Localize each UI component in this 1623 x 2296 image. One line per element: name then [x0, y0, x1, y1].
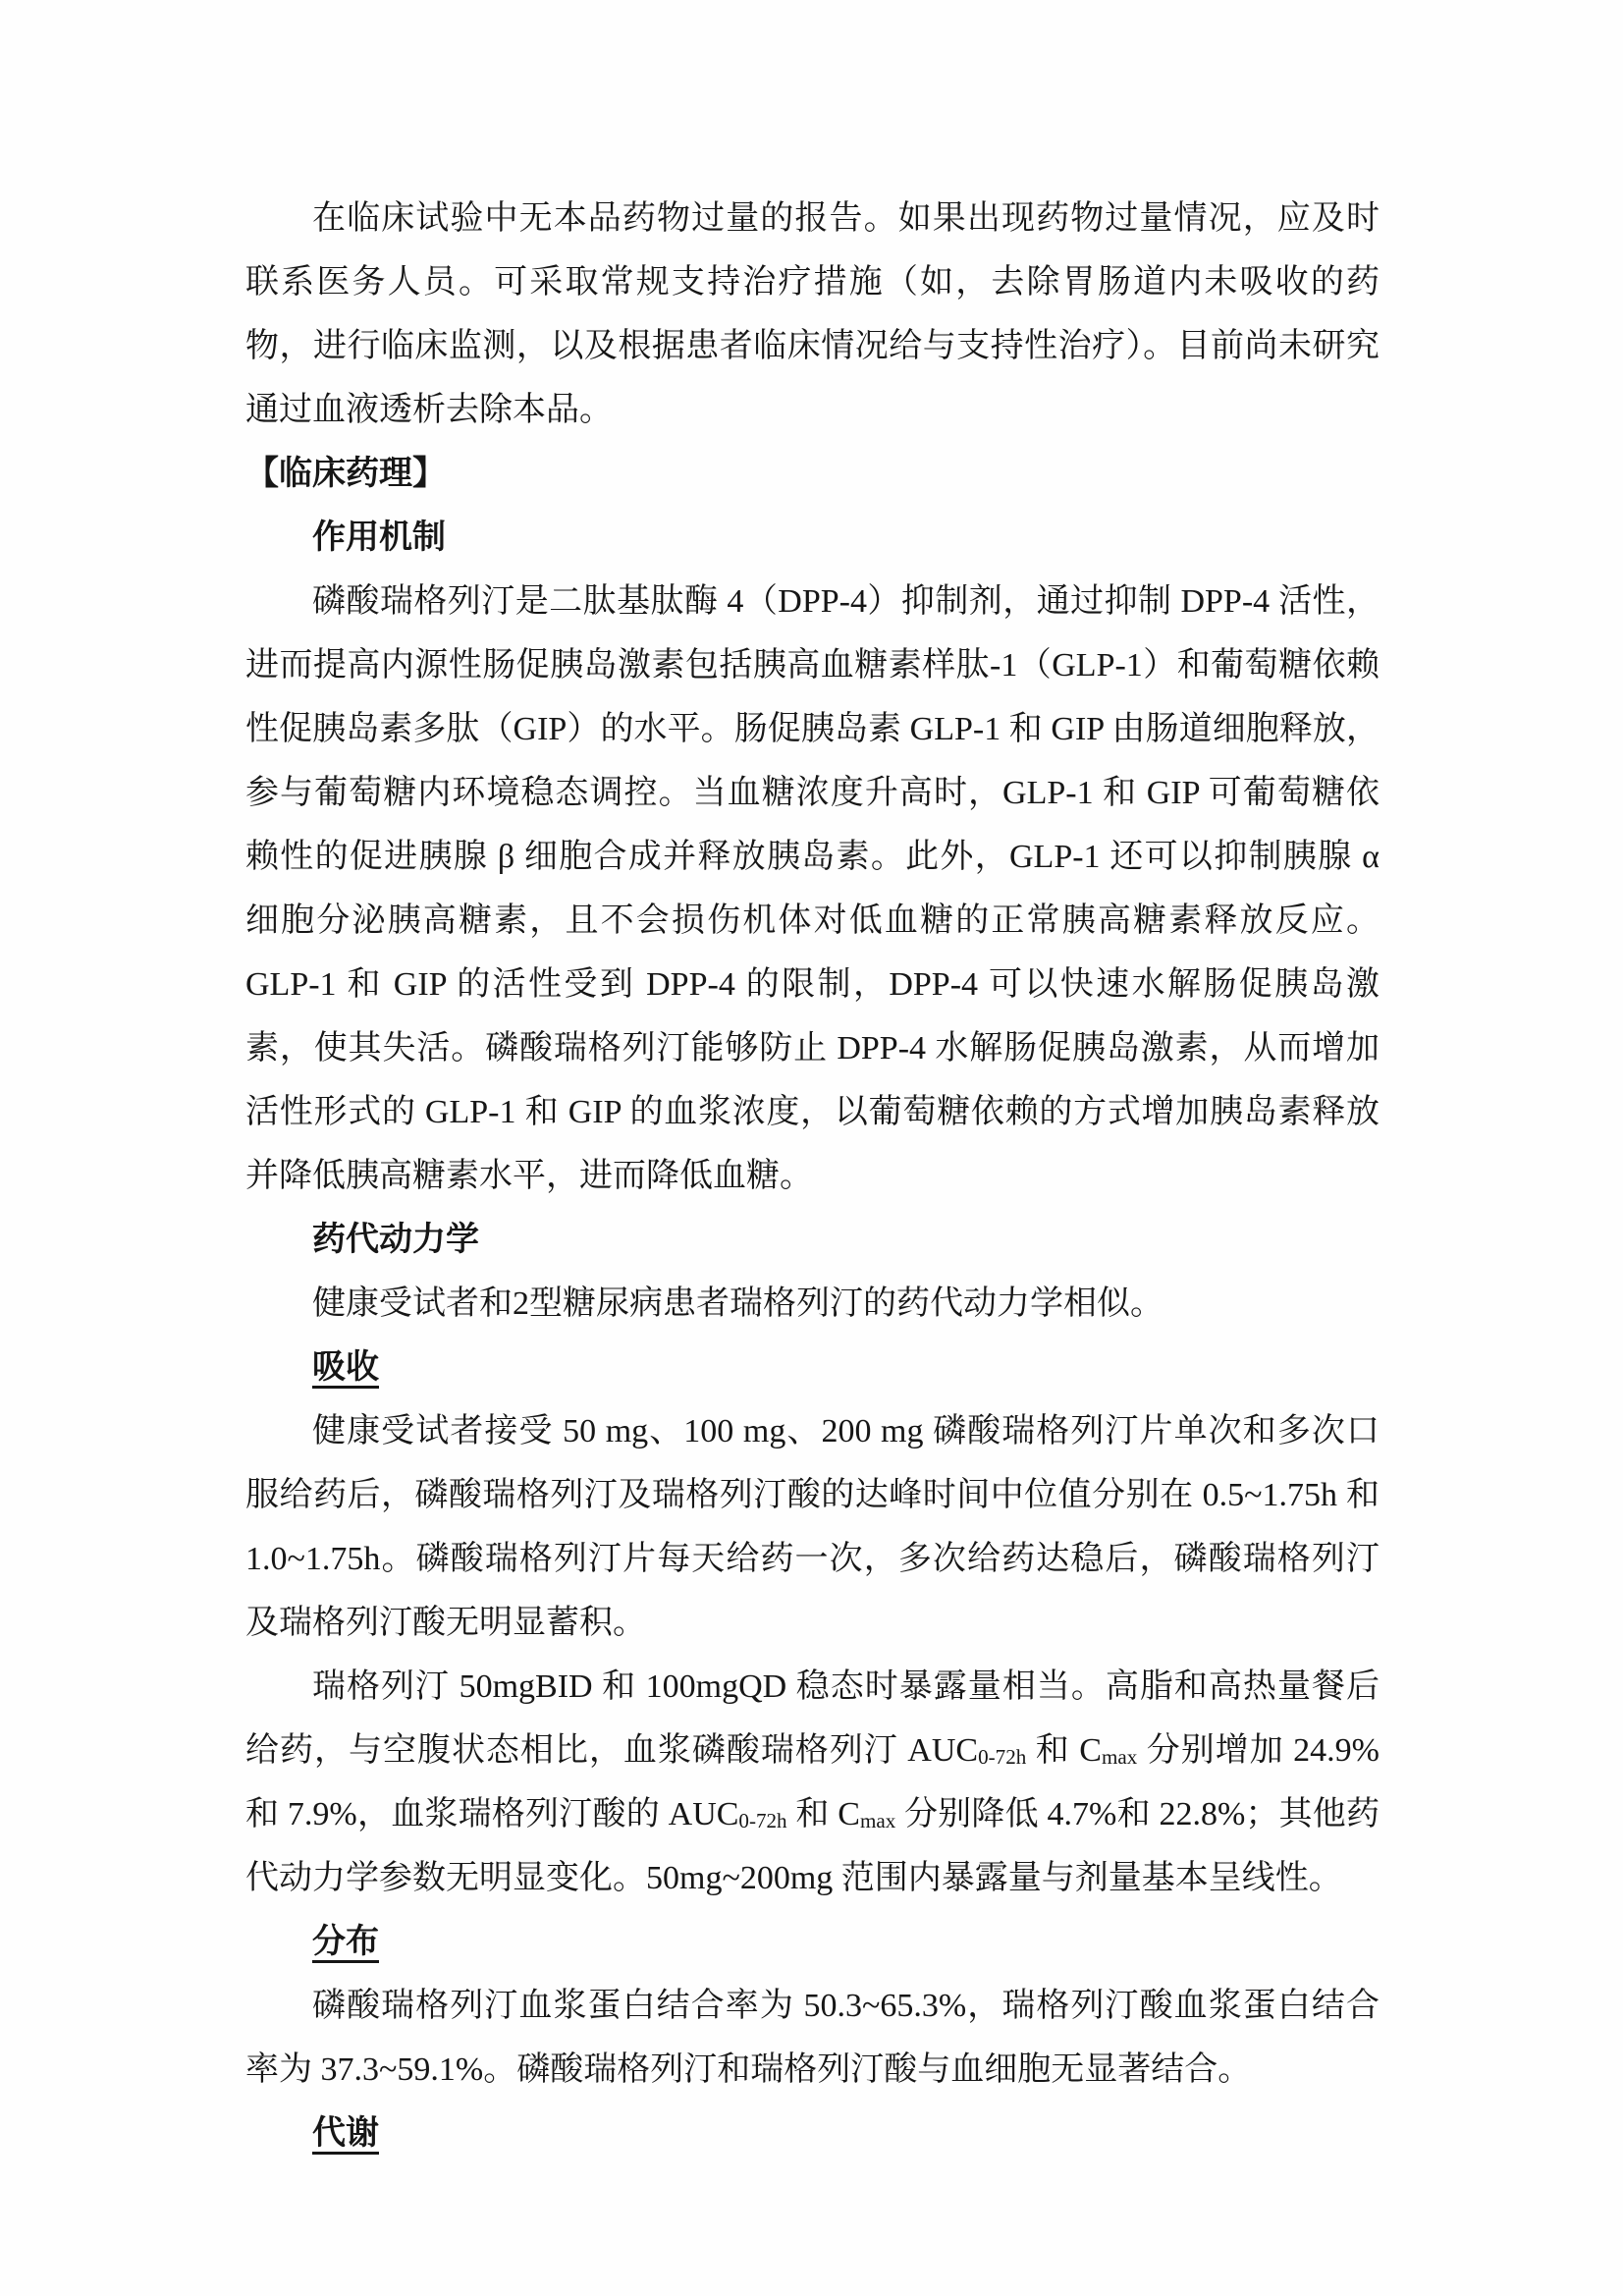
text-run: 分别降低 4.7%和 22.8%；其他药代动力学参数无明显变化。50mg~200mg 范围内暴露量与剂量基本呈线性。 — [245, 1796, 1380, 1896]
subscript-text: 0-72h — [978, 1745, 1027, 1770]
distribution-paragraph — [245, 1974, 1380, 2102]
absorption-paragraph-2 — [245, 1655, 1380, 1910]
absorption-paragraph-1 — [245, 1399, 1380, 1655]
text-run: 瑞格列汀 50mgBID 和 100mgQD 稳态时暴露量相当。高脂和高热量餐后给药，与空腹状态相比，血浆磷酸瑞格列汀 AUC — [245, 1668, 1380, 1769]
text-run: 在临床试验中无本品药物过量的报告。如果出现药物过量情况，应及时联系医务人员。可采取常规支持治疗措施（如，去除胃肠道内未吸收的药物，进行临床监测，以及根据患者临床情况给与支持性治疗）。目前尚未研究通过血液透析去除本品。 — [245, 200, 1380, 428]
text-run: 磷酸瑞格列汀是二肽基肽酶 4（DPP-4）抑制剂，通过抑制 DPP-4 活性，进而提高内源性肠促胰岛激素包括胰高血糖素样肽-1（GLP-1）和葡萄糖依赖性促胰岛素多肽（GIP）的水平。肠促胰岛素 GLP-1 和 GIP 由肠道细胞释放，参与葡萄糖内环境稳态调控。当血糖浓度升高时，GLP-1 和 GIP 可葡萄糖依赖性的促进胰腺 β 细胞合成并释放胰岛素。此外，GLP-1 还可以抑制胰腺 α 细胞分泌胰高糖素，且不会损伤机体对低血糖的正常胰高糖素释放反应。GLP-1 和 GIP 的活性受到 DPP-4 的限制，DPP-4 可以快速水解肠促胰岛激素，使其失活。磷酸瑞格列汀能够防止 DPP-4 水解肠促胰岛激素，从而增加活性形式的 GLP-1 和 GIP 的血浆浓度，以葡萄糖依赖的方式增加胰岛素释放并降低胰高糖素水平，进而降低血糖。 — [245, 583, 1380, 1194]
text-run: 和 C — [1026, 1732, 1102, 1769]
subscript-text: 0-72h — [738, 1809, 787, 1833]
absorption-heading: 吸收 — [312, 1349, 379, 1386]
subscript-text: max — [1101, 1745, 1138, 1770]
metabolism-heading: 代谢 — [312, 2115, 379, 2152]
text-run: 健康受试者和2型糖尿病患者瑞格列汀的药代动力学相似。 — [312, 1285, 1163, 1322]
distribution-heading: 分布 — [312, 1924, 379, 1960]
subscript-text: max — [859, 1809, 896, 1833]
text-run: 磷酸瑞格列汀血浆蛋白结合率为 50.3~65.3%，瑞格列汀酸血浆蛋白结合率为 37.3~59.1%。磷酸瑞格列汀和瑞格列汀酸与血细胞无显著结合。 — [245, 1988, 1380, 2088]
document-content — [245, 187, 1380, 2165]
text-run: 健康受试者接受 50 mg、100 mg、200 mg 磷酸瑞格列汀片单次和多次口服给药后，磷酸瑞格列汀及瑞格列汀酸的达峰时间中位值分别在 0.5~1.75h 和 1.0~1.75h。磷酸瑞格列汀片每天给药一次，多次给药达稳后，磷酸瑞格列汀及瑞格列汀酸无明显蓄积。 — [245, 1413, 1380, 1641]
mechanism-of-action-heading: 作用机制 — [312, 519, 446, 556]
pk-similarity-paragraph — [245, 1272, 1380, 1336]
pharmacokinetics-heading: 药代动力学 — [312, 1222, 479, 1258]
clinical-pharmacology-heading: 【临床药理】 — [245, 456, 446, 492]
text-run: 和 C — [786, 1796, 860, 1832]
text-run: 分别增加 24.9%和 7.9%，血浆瑞格列汀酸的 AUC — [245, 1732, 1380, 1832]
overdose-paragraph — [245, 187, 1380, 442]
mechanism-paragraph — [245, 570, 1380, 1208]
